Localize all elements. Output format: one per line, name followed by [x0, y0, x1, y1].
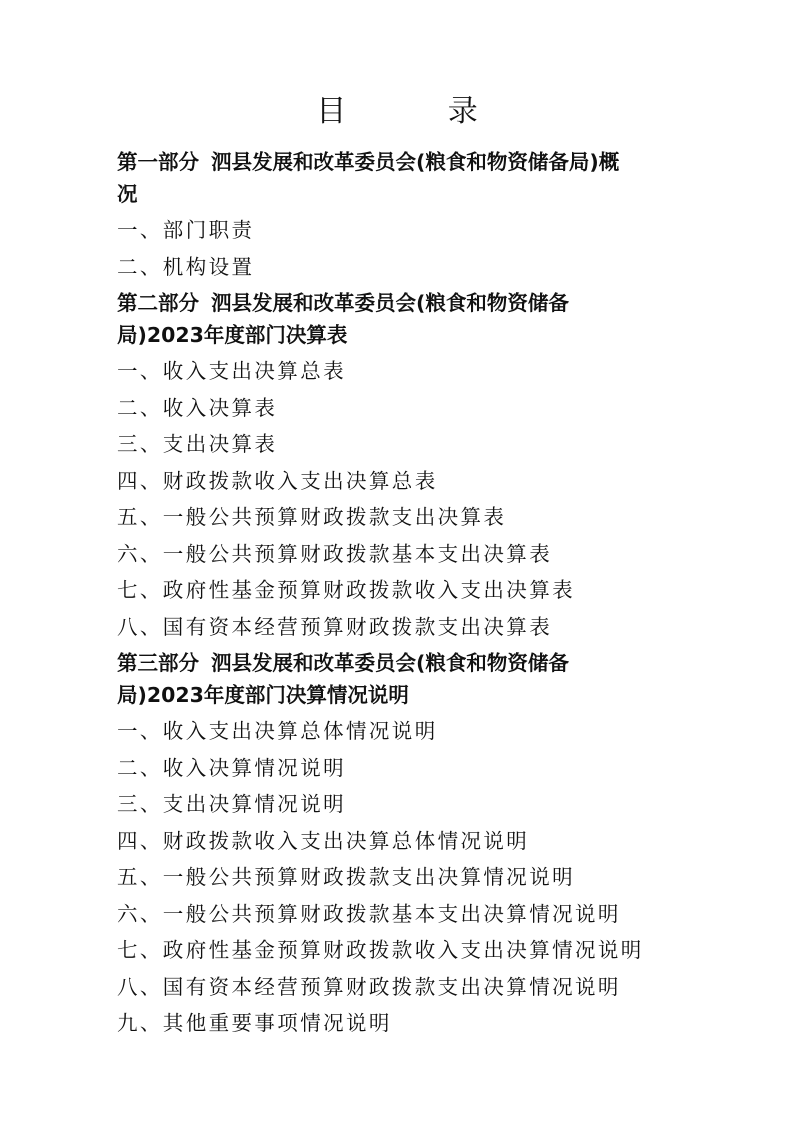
toc-item[interactable]: 七、政府性基金预算财政拨款收入支出决算情况说明: [117, 938, 644, 962]
toc-item[interactable]: 一、收入支出决算总体情况说明: [117, 719, 438, 743]
part-number: 第二部分: [117, 291, 199, 315]
toc-item[interactable]: 七、政府性基金预算财政拨款收入支出决算表: [117, 578, 575, 602]
toc-item[interactable]: 二、收入决算情况说明: [117, 755, 346, 780]
part-title-line1: 泗县发展和改革委员会(粮食和物资储备局)概: [211, 150, 620, 174]
part-title-line1: 泗县发展和改革委员会(粮食和物资储备: [211, 291, 569, 315]
part-title-line1: 泗县发展和改革委员会(粮食和物资储备: [211, 651, 569, 675]
toc-item[interactable]: 一、收入支出决算总表: [117, 359, 346, 383]
table-of-contents: [117, 146, 717, 1042]
toc-part-1-heading[interactable]: [117, 146, 717, 178]
toc-item[interactable]: 五、一般公共预算财政拨款支出决算表: [117, 505, 507, 529]
toc-part-3-heading-cont[interactable]: 局)2023年度部门决算情况说明: [117, 683, 409, 707]
toc-part-3-heading[interactable]: [117, 647, 717, 679]
toc-item[interactable]: 四、财政拨款收入支出决算总表: [117, 468, 438, 493]
part-number: 第一部分: [117, 150, 199, 174]
toc-item[interactable]: 六、一般公共预算财政拨款基本支出决算情况说明: [117, 901, 621, 926]
toc-item[interactable]: 三、支出决算表: [117, 432, 278, 456]
toc-part-2-heading[interactable]: [117, 287, 717, 319]
toc-item[interactable]: 二、机构设置: [117, 254, 255, 279]
toc-item[interactable]: 八、国有资本经营预算财政拨款支出决算表: [117, 614, 553, 639]
toc-part-1-heading-cont[interactable]: 况: [117, 182, 138, 206]
toc-item[interactable]: 八、国有资本经营预算财政拨款支出决算情况说明: [117, 974, 621, 999]
page-title: 目 录: [316, 94, 524, 129]
toc-item[interactable]: 二、收入决算表: [117, 395, 278, 420]
part-number: 第三部分: [117, 651, 199, 675]
toc-item[interactable]: 三、支出决算情况说明: [117, 792, 346, 816]
toc-item[interactable]: 四、财政拨款收入支出决算总体情况说明: [117, 828, 530, 853]
toc-part-2-heading-cont[interactable]: 局)2023年度部门决算表: [117, 323, 348, 347]
toc-item[interactable]: 五、一般公共预算财政拨款支出决算情况说明: [117, 865, 575, 889]
toc-item[interactable]: 九、其他重要事项情况说明: [117, 1011, 392, 1035]
toc-item[interactable]: 一、部门职责: [117, 218, 255, 242]
toc-item[interactable]: 六、一般公共预算财政拨款基本支出决算表: [117, 541, 553, 566]
